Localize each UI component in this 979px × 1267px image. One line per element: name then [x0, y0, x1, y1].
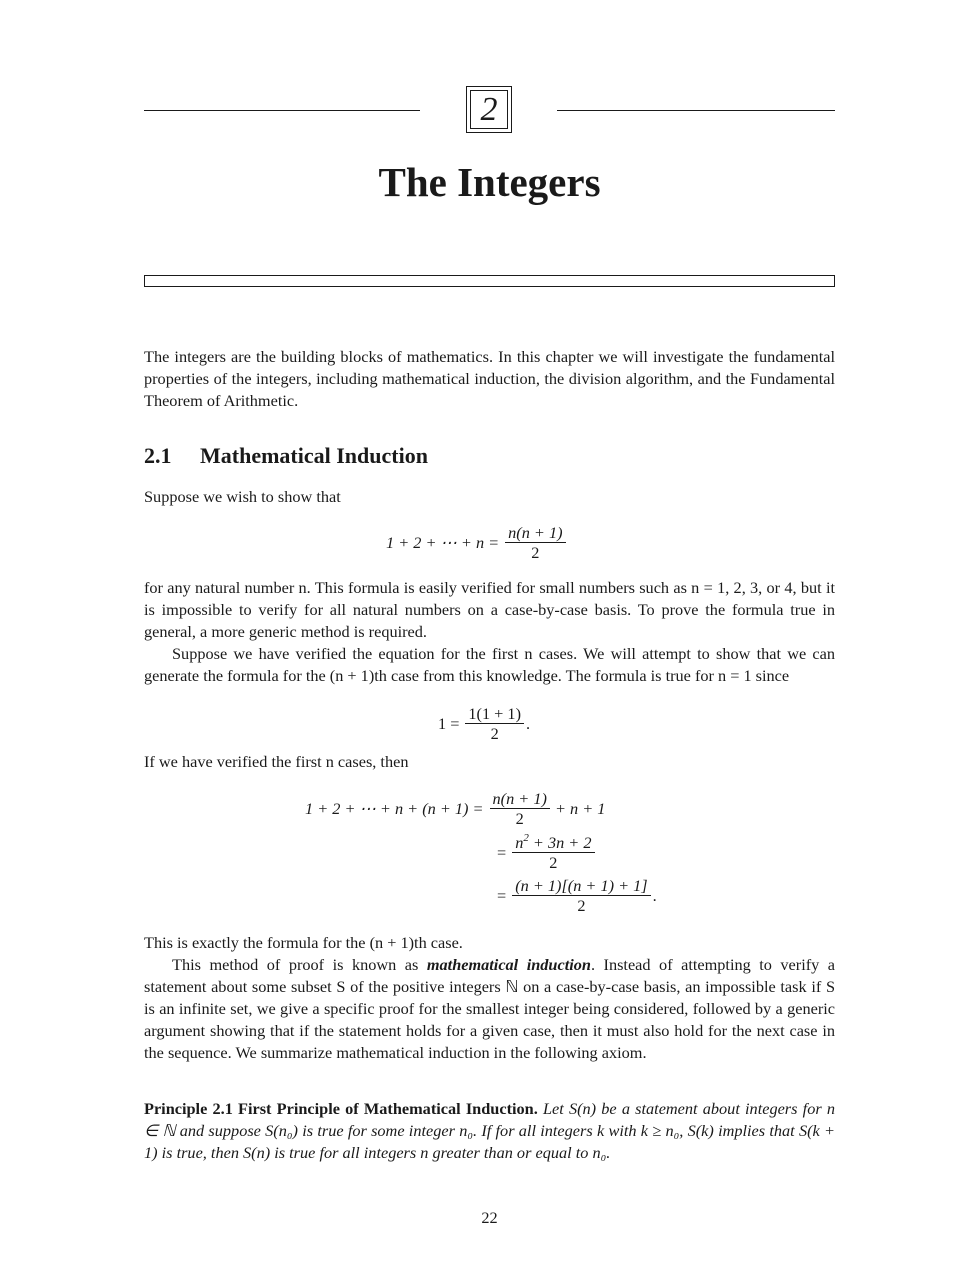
equation-3-row-2-base: n [515, 833, 524, 852]
equation-1-lhs: 1 + 2 + ⋯ + n = [386, 532, 500, 552]
defined-term: mathematical induction [426, 955, 591, 974]
chapter-number: 2 [470, 90, 508, 129]
section-title: Mathematical Induction [200, 443, 428, 468]
section-number: 2.1 [144, 443, 172, 468]
equation-3-lhs: 1 + 2 + ⋯ + n + (n + 1) = [305, 798, 484, 818]
paragraph-6-text [144, 954, 835, 1064]
equation-3-row-2-denominator: 2 [549, 853, 558, 872]
paragraph-2-text: for any natural number n. This formula is easily verified for small numbers such as n = 1, 2, 3, or 4, but it is impossible to verify for all natural numbers on a case-by-case basis. To prove the formula true in general, a more generic method is required. [144, 578, 835, 641]
equation-1-denominator: 2 [531, 543, 540, 562]
equation-2-denominator: 2 [490, 724, 499, 743]
intro-text: The integers are the building blocks of mathematics. In this chapter we will investigate the fundamental properties of the integers, including mathematical induction, the division algorithm, and the Fundamental Theorem of Arithmetic. [144, 347, 835, 410]
paragraph-5-text: This is exactly the formula for the (n + 1)th case. [144, 933, 463, 952]
paragraph-4 [144, 751, 835, 773]
equation-3-row-3 [497, 876, 657, 915]
paragraph-1 [144, 486, 835, 508]
paragraph-6-rest: . Instead of attempting to verify a statement about some subset S of the positive integers ℕ on a case-by-case basis, an impossible task if S is an infinite set, we give a specific proof for the smallest integer being considered, followed by a generic argument showing that if the statement holds for a given case, then it must also hold for the next case in the sequence. We summarize mathematical induction in the following axiom. [144, 955, 836, 1062]
equation-2-numerator: 1(1 + 1) [465, 704, 524, 724]
principle-statement: Let S(n) be a statement about integers for n ∈ ℕ and suppose S(n₀) is true for some integer n₀. If for all integers k with k ≥ n₀, S(k) implies that S(k + 1) is true, then S(n) is true for all integers n greater than or equal to n₀. [144, 1099, 835, 1162]
equation-1-numerator: n(n + 1) [505, 523, 565, 543]
paragraph-2 [144, 577, 835, 687]
equation-3-row-3-numerator: (n + 1)[(n + 1) + 1] [512, 876, 650, 896]
chapter-divider-bar [144, 275, 835, 287]
chapter-rule-right [557, 110, 835, 111]
equation-2-lhs: 1 = [438, 713, 460, 733]
equation-3-row-3-equals: = [497, 885, 507, 905]
paragraph-3-text: Suppose we have verified the equation for the first n cases. We will attempt to show that we can generate the formula for the (n + 1)th case from this knowledge. The formula is true for n = 1 since [144, 644, 835, 685]
equation-3-row-2-exponent: 2 [523, 832, 529, 844]
equation-3-row-2 [497, 833, 597, 872]
equation-3-row-3-denominator: 2 [577, 896, 586, 915]
equation-3-row-3-period: . [652, 885, 657, 905]
principle-heading: Principle 2.1 First Principle of Mathematical Induction. [144, 1099, 538, 1118]
chapter-title: The Integers [378, 159, 601, 205]
equation-3-row-2-equals: = [497, 842, 507, 862]
principle-block [144, 1098, 835, 1164]
paragraph-4-text: If we have verified the first n cases, then [144, 752, 409, 771]
page-number: 22 [481, 1208, 498, 1227]
equation-2-fraction [465, 704, 524, 743]
equation-3-row-1-tail: + n + 1 [554, 798, 606, 818]
equation-3-row-2-numerator [512, 833, 594, 853]
paragraph-1-text: Suppose we wish to show that [144, 487, 341, 506]
equation-1 [386, 523, 568, 562]
equation-3-row-2-rest: + 3n + 2 [528, 833, 592, 852]
equation-1-fraction [505, 523, 565, 562]
equation-2-period: . [526, 713, 531, 733]
equation-2 [438, 704, 530, 743]
equation-3-row-1-fraction [490, 789, 550, 828]
paragraph-5 [144, 932, 835, 1064]
chapter-number-box [466, 86, 512, 133]
equation-3-row-1-denominator: 2 [515, 809, 524, 828]
equation-3-row-2-fraction [512, 833, 594, 872]
chapter-rule-left [144, 110, 420, 111]
equation-3-row-1 [305, 789, 605, 828]
equation-3-row-1-numerator: n(n + 1) [490, 789, 550, 809]
section-heading [144, 442, 428, 470]
intro-paragraph [144, 346, 835, 412]
paragraph-6-lead: This method of proof is known as [172, 955, 427, 974]
equation-3-row-3-fraction [512, 876, 650, 915]
